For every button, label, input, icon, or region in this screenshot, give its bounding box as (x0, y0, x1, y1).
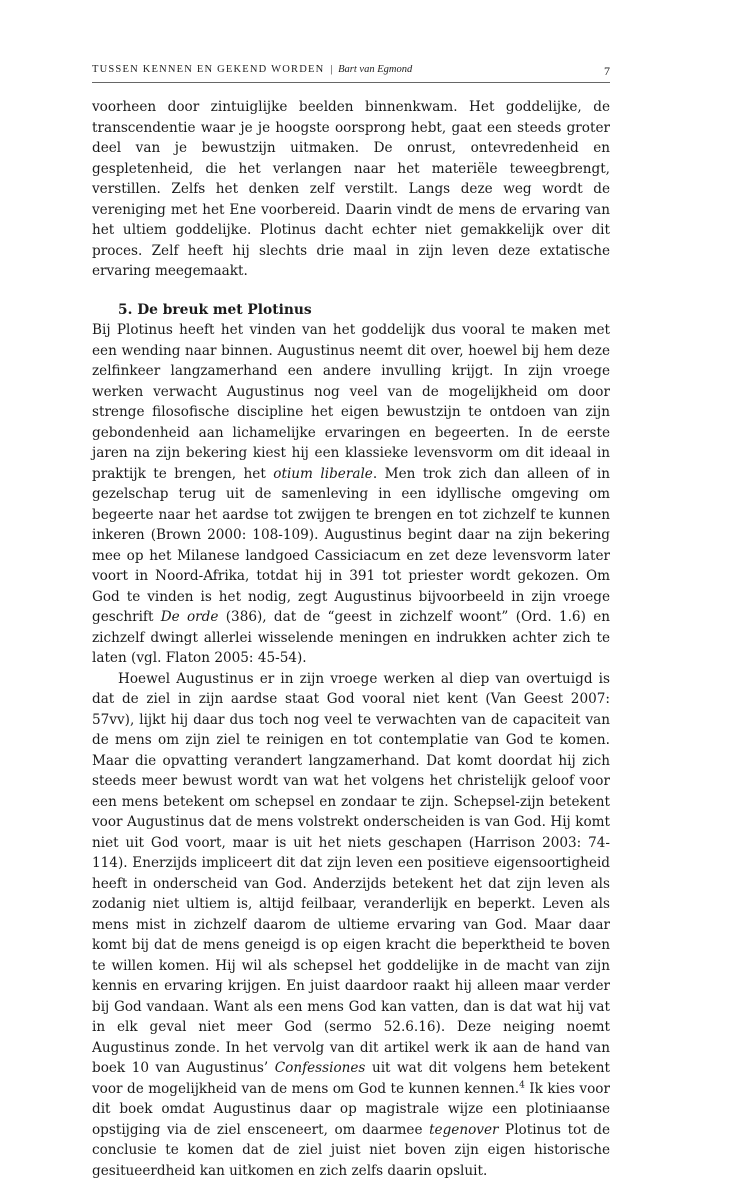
paragraph-2-text-b: uit wat dit volgens hem betekent voor de mogelijkheid van de mens om God te kunnen kennen. (92, 1060, 610, 1097)
paragraph-2-text-d: Plotinus tot de conclusie te komen dat de ziel juist niet boven zijn eigen historische gesitueerdheid kan uitkomen en zich zelfs daarin opsluit. (92, 1122, 610, 1179)
section-number: 5. (118, 302, 132, 318)
title-confessiones: Confessiones (275, 1060, 366, 1076)
running-header (92, 64, 610, 78)
term-otium-liberale: otium liberale (273, 466, 373, 482)
header-separator: | (328, 64, 334, 75)
paragraph-1-text-b: . Men trok zich dan alleen of in gezelschap terug uit de samenleving in een idyllische omgeving om begeerte naar het aardse tot zwijgen te brengen en tot zichzelf te kunnen inkeren (Brown 2000: 108-109). Augustinus begint daar na zijn bekering mee op het Milanese landgoed Cassiciacum en zet deze levensvorm later voort in Noord-Afrika, totdat hij in 391 tot priester wordt gekozen. Om God te vinden is het nodig, zegt Augustinus bijvoorbeeld in zijn vroege geschrift (92, 466, 610, 626)
paragraph-1 (92, 320, 610, 669)
section-title: De breuk met Plotinus (137, 302, 311, 318)
main-text (92, 97, 610, 1181)
running-author: Bart van Egmond (338, 64, 412, 75)
title-de-orde: De orde (161, 609, 219, 625)
header-rule (92, 82, 610, 83)
section-heading (92, 300, 610, 321)
running-title: TUSSEN KENNEN EN GEKEND WORDEN (92, 64, 324, 75)
footnote-reference[interactable]: 4 (519, 1080, 525, 1090)
paragraph-1-text-c: (386), dat de “geest in zichzelf woont” (Ord. 1.6) en zichzelf dwingt allerlei wisselende meningen en indrukken achter zich te laten (vgl. Flaton 2005: 45-54). (92, 609, 610, 666)
page-number: 7 (604, 64, 610, 79)
paragraph-1-text-a: Bij Plotinus heeft het vinden van het goddelijk dus vooral te maken met een wending naar binnen. Augustinus neemt dit over, hoewel bij hem deze zelfinkeer langzamerhand een andere invulling krijgt. In zijn vroege werken verwacht Augustinus nog veel van de mogelijkheid om door strenge filosofische discipline het eigen bewustzijn te ontdoen van zijn gebondenheid aan lichamelijke ervaringen en begeerten. In de eerste jaren na zijn bekering kiest hij een klassieke levensvorm om dit ideaal in praktijk te brengen, het (92, 322, 610, 482)
paragraph-2 (92, 669, 610, 1181)
term-tegenover: tegenover (429, 1122, 498, 1138)
paragraph-2-text-c: Ik kies voor dit boek omdat Augustinus daar op magistrale wijze een plotiniaanse opstijging via de ziel ensceneert, om daarmee (92, 1081, 610, 1138)
paragraph-2-text-a: Hoewel Augustinus er in zijn vroege werken al diep van overtuigd is dat de ziel in zijn aardse staat God vooral niet kent (Van Geest 2007: 57vv), lijkt hij daar dus toch nog veel te verwachten van de capaciteit van de mens om zijn ziel te reinigen en tot contemplatie van God te komen. Maar die opvatting verandert langzamerhand. Dat komt doordat hij zich steeds meer bewust wordt van wat het volgens het christelijk geloof voor een mens betekent om schepsel en zondaar te zijn. Schepsel-zijn betekent voor Augustinus dat de mens volstrekt onderscheiden is van God. Hij komt niet uit God voort, maar is uit het niets geschapen (Harrison 2003: 74-114). Enerzijds impliceert dit dat zijn leven een positieve eigensoortigheid heeft in onderscheid van God. Anderzijds betekent het dat zijn leven als zodanig niet ultiem is, altijd feilbaar, veranderlijk en beperkt. Leven als mens mist in zichzelf daarom de ultieme ervaring van God. Maar daar komt bij dat de mens geneigd is op eigen kracht die beperktheid te boven te willen komen. Hij wil als schepsel het goddelijke in de macht van zijn kennis en ervaring krijgen. En juist daardoor raakt hij alleen maar verder bij God vandaan. Want als een mens God kan vatten, dan is dat wat hij vat in elk geval niet meer God (sermo 52.6.16). Deze neiging noemt Augustinus zonde. In het vervolg van dit artikel werk ik aan de hand van boek 10 van Augustinus’ (92, 671, 610, 1077)
intro-paragraph: voorheen door zintuiglijke beelden binnenkwam. Het goddelijke, de transcendentie waar je je hoogste oorsprong hebt, gaat een steeds groter deel van je bewustzijn uitmaken. De onrust, ontevredenheid en gespletenheid, die het verlangen naar het materiële teweegbrengt, verstillen. Zelfs het denken zelf verstilt. Langs deze weg wordt de vereniging met het Ene voorbereid. Daarin vindt de mens de ervaring van het ultiem goddelijke. Plotinus dacht echter niet gemakkelijk over dit proces. Zelf heeft hij slechts drie maal in zijn leven deze extatische ervaring meegemaakt. (92, 97, 610, 282)
